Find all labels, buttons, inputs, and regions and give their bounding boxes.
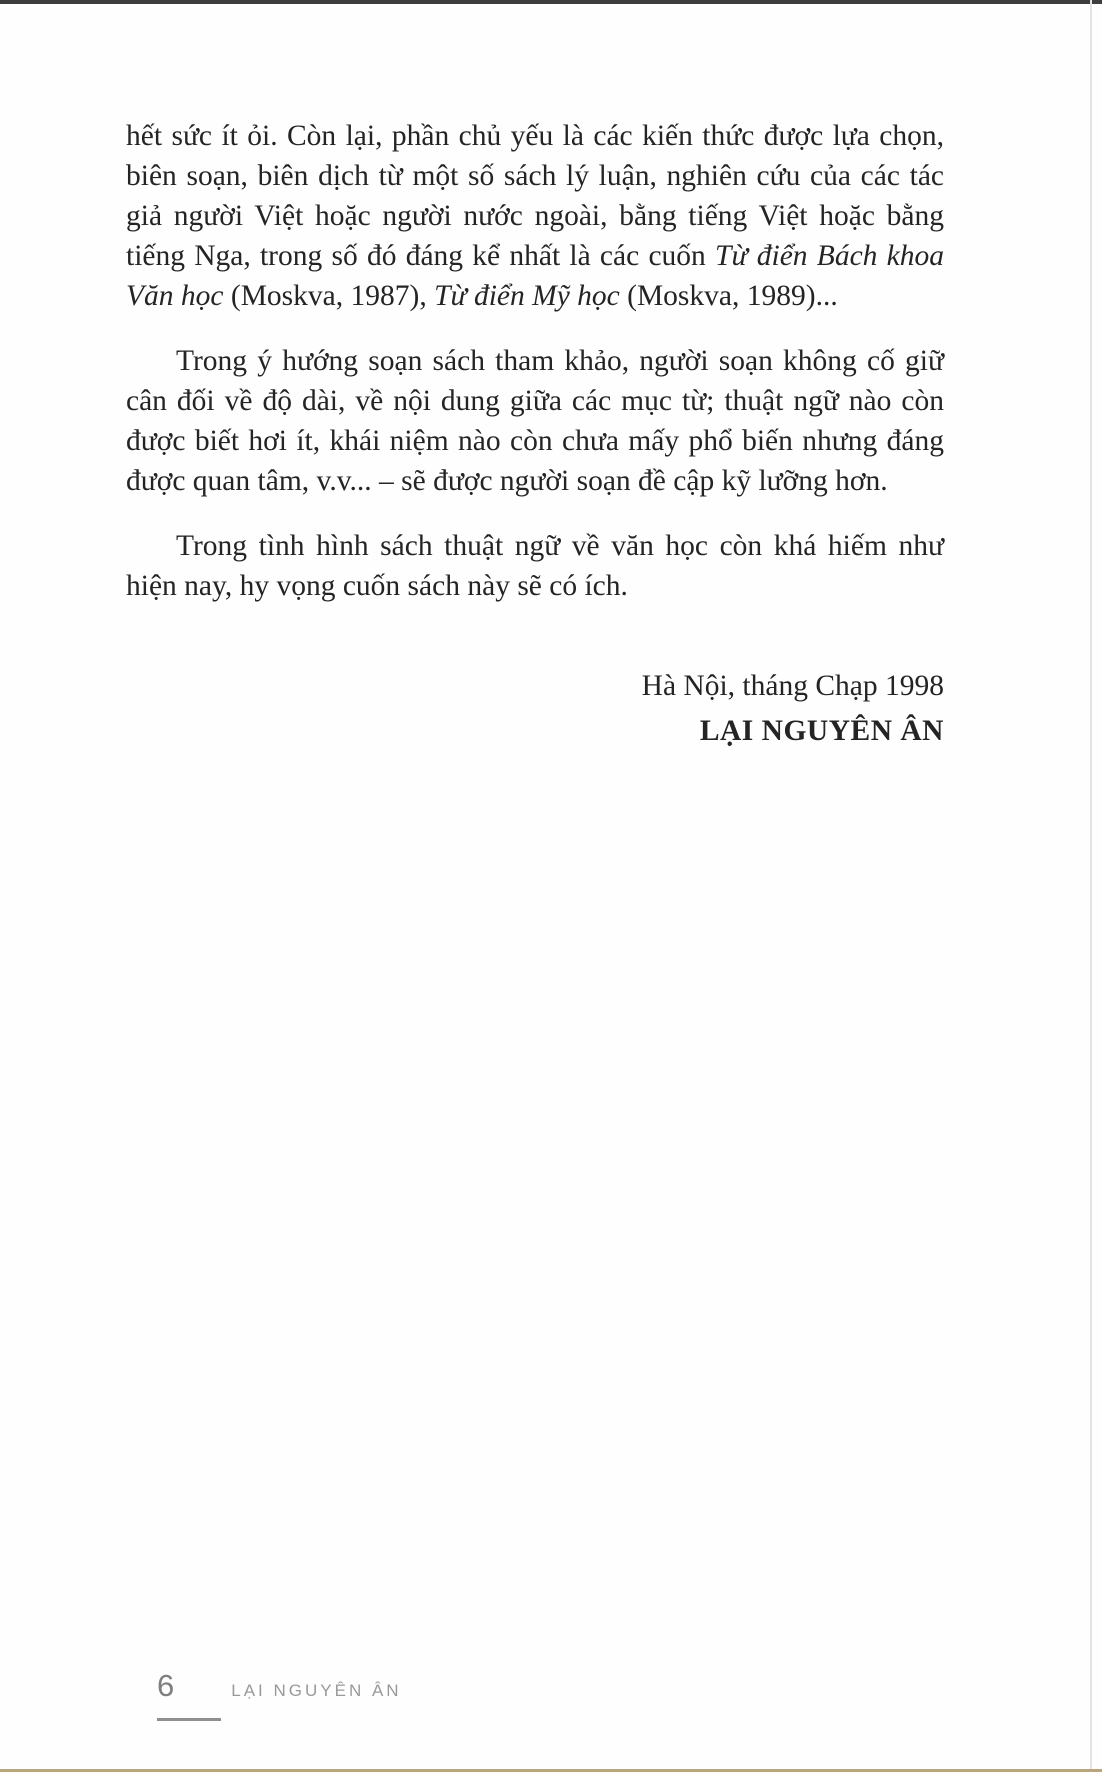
signature-author: LẠI NGUYÊN ÂN — [699, 715, 944, 747]
running-title: LẠI NGUYÊN ÂN — [231, 1681, 402, 1700]
book-title-italic: Từ điển Mỹ học — [434, 280, 620, 312]
paragraph-1-text: (Moskva, 1989)... — [619, 280, 838, 312]
book-title-italic: Từ điển Bách khoa Văn học — [126, 240, 944, 312]
page-number: 6 — [157, 1668, 175, 1703]
paragraph-1 — [126, 116, 944, 316]
page-text-block — [126, 116, 944, 754]
paragraph-1-text: hết sức ít ỏi. Còn lại, phần chủ yếu là các kiến thức được lựa chọn, biên soạn, biên dịch từ một số sách lý luận, nghiên cứu của các tác giả người Việt hoặc người nước ngoài, bằng tiếng Việt hoặc bằng tiếng Nga, trong số đó đáng kể nhất là các cuốn — [126, 120, 944, 272]
page-number-rule — [157, 1718, 221, 1721]
signature-block — [126, 664, 944, 754]
paragraph-2: Trong ý hướng soạn sách tham khảo, người soạn không cố giữ cân đối về độ dài, về nội dung giữa các mục từ; thuật ngữ nào còn được biết hơi ít, khái niệm nào còn chưa mấy phổ biến nhưng đáng được quan tâm, v.v... – sẽ được người soạn đề cập kỹ lưỡng hơn. — [126, 345, 944, 497]
signature-date: Hà Nội, tháng Chạp 1998 — [641, 670, 944, 702]
paragraph-1-text: (Moskva, 1987), — [223, 280, 435, 312]
footer-row — [157, 1668, 402, 1704]
page-top-edge — [0, 0, 1102, 4]
page-right-edge — [1090, 0, 1092, 1772]
page-footer — [157, 1668, 402, 1721]
paragraph-3: Trong tình hình sách thuật ngữ về văn học còn khá hiếm như hiện nay, hy vọng cuốn sách này sẽ có ích. — [126, 530, 944, 602]
